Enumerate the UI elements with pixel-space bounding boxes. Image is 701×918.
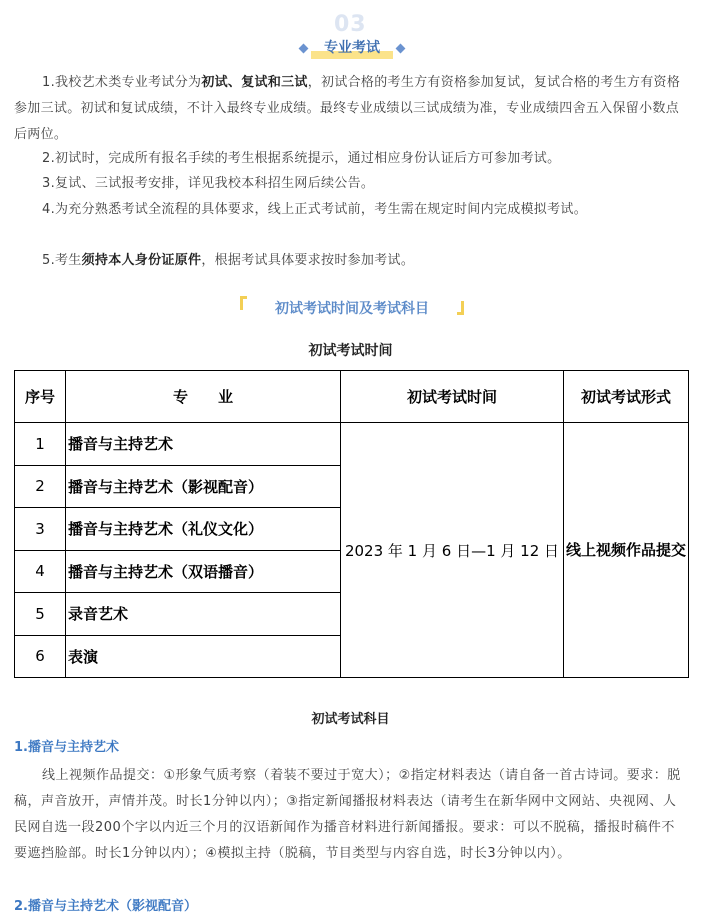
header-major: 专 业 bbox=[66, 371, 341, 423]
section-title-wrap bbox=[297, 37, 407, 59]
row-no: 3 bbox=[15, 508, 66, 551]
row-major: 录音艺术 bbox=[66, 593, 341, 636]
header-form: 初试考试形式 bbox=[564, 371, 689, 423]
exam-time: 2023 年 1 月 6 日—1 月 12 日 bbox=[341, 423, 564, 678]
row-no: 4 bbox=[15, 550, 66, 593]
rule-3: 3.复试、三试报考安排，详见我校本科招生网后续公告。 bbox=[42, 176, 375, 191]
rule-1: 1.我校艺术类专业考试分为初试、复试和三试，初试合格的考生方有资格参加复试，复试合格的考生方有资格参加三试。初试和复试成绩，不计入最终专业成绩。最终专业成绩以三试成绩为准，专业成绩四舍五入保留小数点后两位。 bbox=[14, 75, 681, 142]
bracket-right-icon bbox=[457, 301, 464, 315]
section-title: 专业考试 bbox=[324, 40, 380, 56]
rule-4: 4.为充分熟悉考试全流程的具体要求，线上正式考试前，考生需在规定时间内完成模拟考试。 bbox=[42, 202, 588, 217]
section-header bbox=[0, 10, 701, 58]
subject-heading-2: 2.播音与主持艺术（影视配音） bbox=[14, 899, 197, 914]
exam-form: 线上视频作品提交 bbox=[564, 423, 689, 678]
table-row bbox=[15, 423, 689, 466]
rule-1-bold: 初试、复试和三试 bbox=[201, 75, 308, 90]
row-no: 6 bbox=[15, 635, 66, 678]
schedule-table bbox=[14, 370, 689, 678]
row-major: 播音与主持艺术（双语播音） bbox=[66, 550, 341, 593]
row-major: 表演 bbox=[66, 635, 341, 678]
row-major: 播音与主持艺术 bbox=[66, 423, 341, 466]
sub-section-title: 初试考试时间及考试科目 bbox=[275, 301, 429, 317]
row-major: 播音与主持艺术（影视配音） bbox=[66, 465, 341, 508]
subjects-caption: 初试考试科目 bbox=[311, 712, 390, 727]
rule-5: 5.考生须持本人身份证原件，根据考试具体要求按时参加考试。 bbox=[42, 253, 415, 268]
row-major: 播音与主持艺术（礼仪文化） bbox=[66, 508, 341, 551]
header-no: 序号 bbox=[15, 371, 66, 423]
row-no: 2 bbox=[15, 465, 66, 508]
section-number: 03 bbox=[334, 12, 367, 37]
rule-5-bold: 须持本人身份证原件 bbox=[81, 253, 202, 268]
subject-text-1: 线上视频作品提交：①形象气质考察（着装不要过于宽大）；②指定材料表达（请自备一首古诗词。要求：脱稿，声音放开，声情并茂。时长1分钟以内）；③指定新闻播报材料表达（请考生在新华网中文网站、央视网、人民网自选一段200个字以内近三个月的汉语新闻作为播音材料进行新闻播报。要求：可以不脱稿，播报时稿件不要遮挡脸部。时长1分钟以内）；④模拟主持（脱稿，节目类型与内容自选，时长3分钟以内）。 bbox=[14, 768, 681, 861]
table-header-row bbox=[15, 371, 689, 423]
sub-section-header bbox=[240, 296, 464, 322]
row-no: 5 bbox=[15, 593, 66, 636]
rule-2: 2.初试时，完成所有报名手续的考生根据系统提示，通过相应身份认证后方可参加考试。 bbox=[42, 151, 561, 166]
table-caption: 初试考试时间 bbox=[308, 343, 393, 359]
subject-heading-1: 1.播音与主持艺术 bbox=[14, 740, 119, 755]
header-time: 初试考试时间 bbox=[341, 371, 564, 423]
row-no: 1 bbox=[15, 423, 66, 466]
